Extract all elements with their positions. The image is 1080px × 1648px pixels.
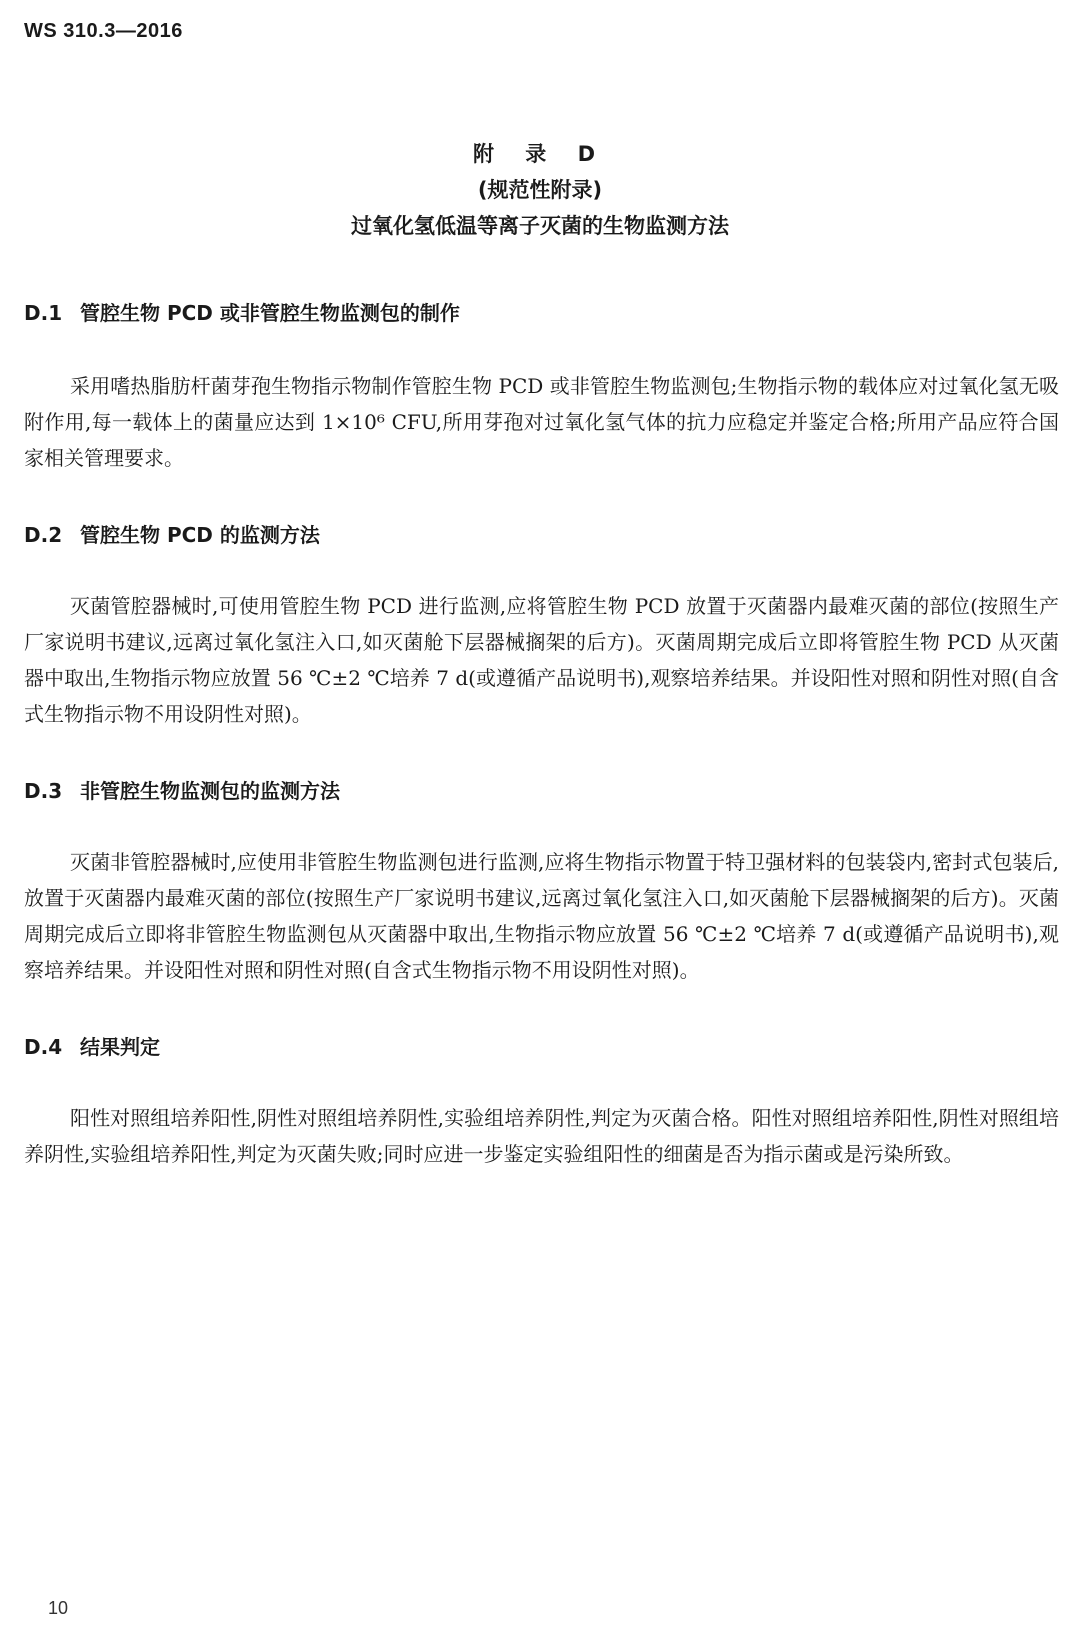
page-number: 10 bbox=[48, 1598, 69, 1618]
section-title: 非管腔生物监测包的监测方法 bbox=[80, 779, 340, 803]
section-d1 bbox=[24, 298, 1059, 476]
section-heading bbox=[24, 520, 1059, 550]
standard-code: WS 310.3—2016 bbox=[24, 20, 183, 42]
section-number: D.2 bbox=[24, 523, 63, 547]
section-heading bbox=[24, 298, 1059, 328]
section-paragraph: 阳性对照组培养阳性,阴性对照组培养阴性,实验组培养阴性,判定为灭菌合格。阳性对照组培养阳性,阴性对照组培养阴性,实验组培养阳性,判定为灭菌失败;同时应进一步鉴定实验组阳性的细菌是否为指示菌或是污染所致。 bbox=[24, 1106, 1059, 1166]
appendix-heading bbox=[0, 136, 1080, 244]
section-title: 管腔生物 PCD 的监测方法 bbox=[80, 523, 320, 547]
section-paragraph: 灭菌非管腔器械时,应使用非管腔生物监测包进行监测,应将生物指示物置于特卫强材料的包装袋内,密封式包装后,放置于灭菌器内最难灭菌的部位(按照生产厂家说明书建议,远离过氧化氢注入口,如灭菌舱下层器械搁架的后方)。灭菌周期完成后立即将非管腔生物监测包从灭菌器中取出,生物指示物应放置 56 ℃±2 ℃培养 7 d(或遵循产品说明书),观察培养结果。并设阳性对照和阴性对照(自含式生物指示物不用设阴性对照)。 bbox=[24, 850, 1059, 982]
section-paragraph: 灭菌管腔器械时,可使用管腔生物 PCD 进行监测,应将管腔生物 PCD 放置于灭菌器内最难灭菌的部位(按照生产厂家说明书建议,远离过氧化氢注入口,如灭菌舱下层器械搁架的后方)。灭菌周期完成后立即将管腔生物 PCD 从灭菌器中取出,生物指示物应放置 56 ℃±2 ℃培养 7 d(或遵循产品说明书),观察培养结果。并设阳性对照和阴性对照(自含式生物指示物不用设阴性对照)。 bbox=[24, 594, 1059, 726]
appendix-label: 附 录 D bbox=[472, 142, 608, 166]
section-number: D.1 bbox=[24, 301, 63, 325]
section-heading bbox=[24, 1032, 1059, 1062]
section-heading bbox=[24, 776, 1059, 806]
section-number: D.3 bbox=[24, 779, 63, 803]
section-paragraph: 采用嗜热脂肪杆菌芽孢生物指示物制作管腔生物 PCD 或非管腔生物监测包;生物指示物的载体应对过氧化氢无吸附作用,每一载体上的菌量应达到 1×10⁶ CFU,所用芽孢对过氧化氢气体的抗力应稳定并鉴定合格;所用产品应符合国家相关管理要求。 bbox=[24, 374, 1059, 470]
document-body bbox=[24, 298, 1059, 1172]
section-d3 bbox=[24, 776, 1059, 988]
section-d4 bbox=[24, 1032, 1059, 1172]
section-title: 管腔生物 PCD 或非管腔生物监测包的制作 bbox=[80, 301, 460, 325]
section-d2 bbox=[24, 520, 1059, 732]
section-title: 结果判定 bbox=[80, 1035, 160, 1059]
appendix-title: 过氧化氢低温等离子灭菌的生物监测方法 bbox=[351, 214, 729, 238]
section-number: D.4 bbox=[24, 1035, 63, 1059]
appendix-type: (规范性附录) bbox=[477, 178, 603, 202]
